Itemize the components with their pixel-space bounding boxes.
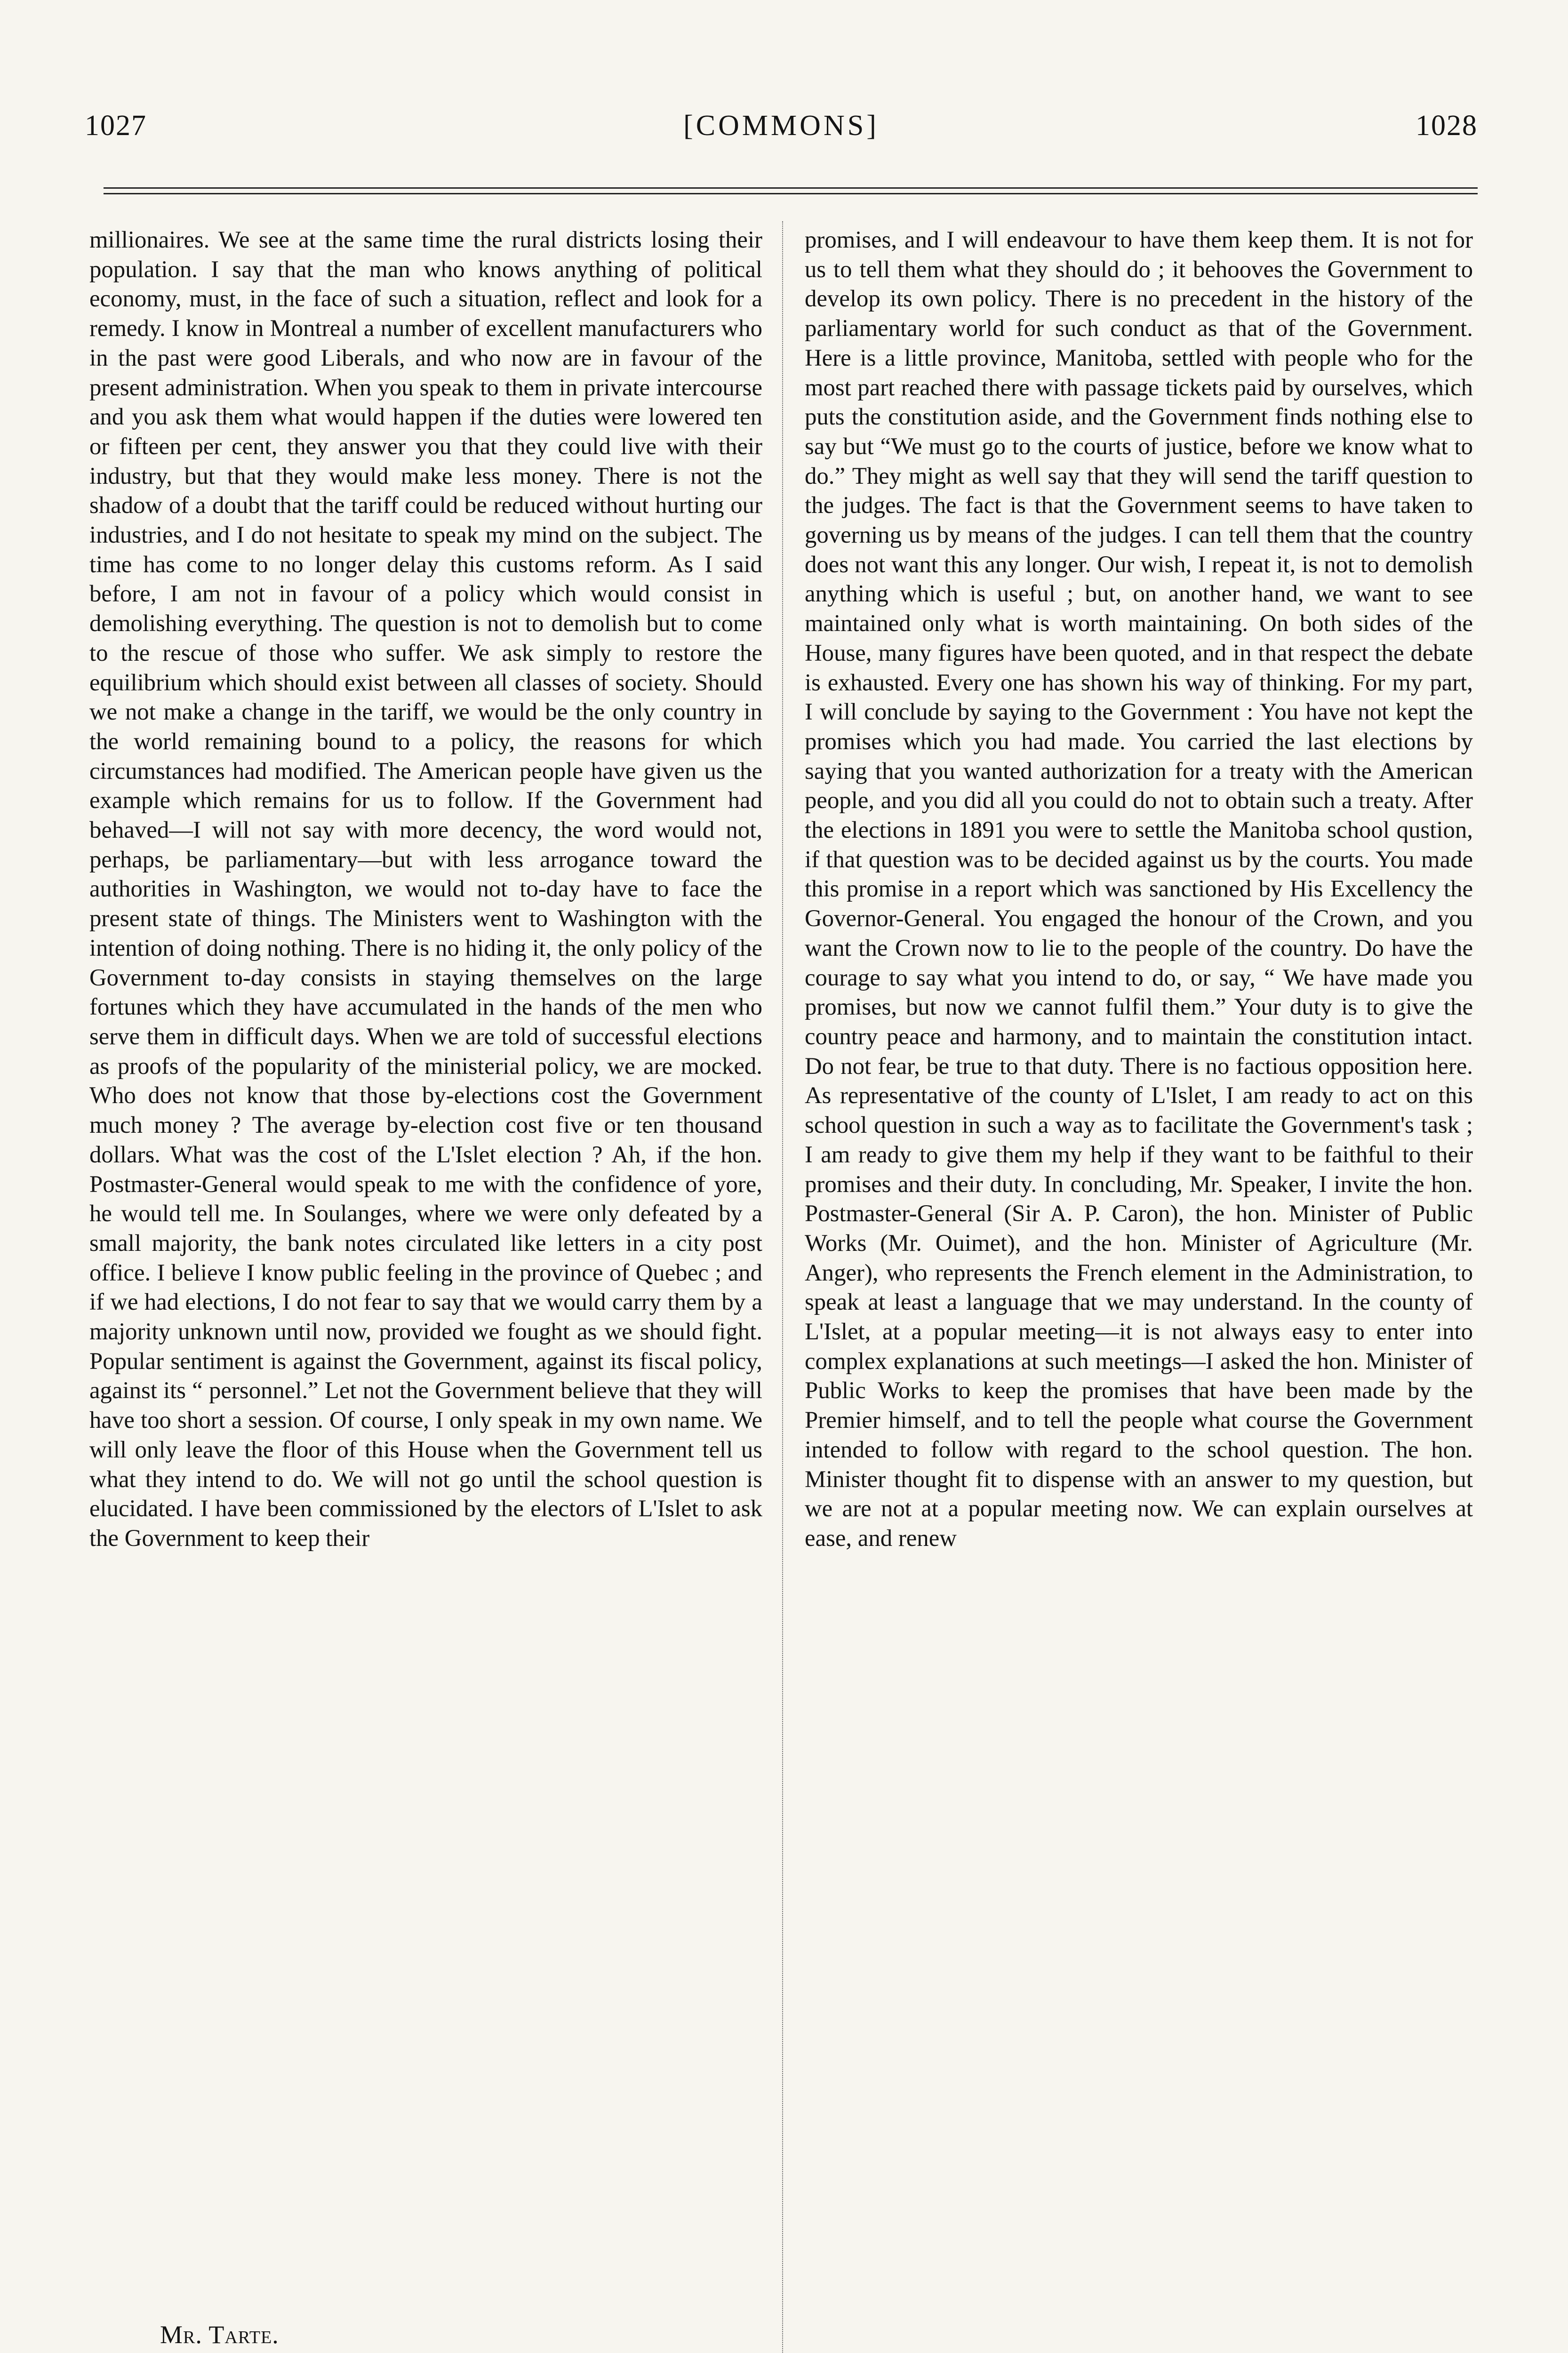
right-column <box>805 225 1473 1553</box>
column-divider <box>782 221 783 2353</box>
header-rule-top <box>104 187 1478 189</box>
header-rule-bottom <box>104 193 1478 194</box>
right-column-text: promises, and I will endeavour to have them keep them. It is not for us to tell them what they should do ; it behooves the Government to develop its own policy. There is no precedent in the history of the parliamentary world for such conduct as that of the Government. Here is a little province, Manitoba, settled with people who for the most part reached there with passage tickets paid by ourselves, which puts the constitution aside, and the Government finds nothing else to say but “We must go to the courts of justice, before we know what to do.” They might as well say that they will send the tariff question to the judges. The fact is that the Government seems to have taken to governing us by means of the judges. I can tell them that the country does not want this any longer. Our wish, I repeat it, is not to demolish anything which is useful ; but, on another hand, we want to see maintained only what is worth maintaining. On both sides of the House, many figures have been quoted, and in that respect the debate is exhausted. Every one has shown his way of thinking. For my part, I will conclude by saying to the Government : You have not kept the promises which you had made. You carried the last elections by saying that you wanted authorization for a treaty with the American people, and you did all you could do not to obtain such a treaty. After the elections in 1891 you were to settle the Manitoba school qustion, if that question was to be decided against us by the courts. You made this promise in a report which was sanctioned by His Excellency the Governor-General. You engaged the honour of the Crown, and you want the Crown now to lie to the people of the country. Do have the courage to say what you intend to do, or say, “ We have made you promises, but now we cannot fulfil them.” Your duty is to give the country peace and harmony, and to maintain the constitution intact. Do not fear, be true to that duty. There is no factious opposition here. As representative of the county of L'Islet, I am ready to act on this school question in such a way as to facilitate the Government's task ; I am ready to give them my help if they want to be faithful to their promises and their duty. In concluding, Mr. Speaker, I invite the hon. Postmaster-General (Sir A. P. Caron), the hon. Minister of Public Works (Mr. Ouimet), and the hon. Minister of Agriculture (Mr. Anger), who represents the French element in the Administration, to speak at least a language that we may understand. In the county of L'Islet, at a popular meeting—it is not always easy to enter into complex explanations at such meetings—I asked the hon. Minister of Public Works to keep the promises that have been made by the Premier himself, and to tell the people what course the Government intended to follow with regard to the school question. The hon. Minister thought fit to dispense with an answer to my question, but we are not at a popular meeting now. We can explain ourselves at ease, and renew <box>805 226 1473 1551</box>
left-column <box>89 225 762 1553</box>
page-header <box>85 109 1478 152</box>
page-number-left: 1027 <box>85 110 147 142</box>
speaker-footer: Mr. Tarte. <box>160 2321 279 2349</box>
left-column-text: millionaires. We see at the same time the rural districts losing their population. I say that the man who knows anything of political economy, must, in the face of such a situation, reflect and look for a remedy. I know in Montreal a number of excellent manufacturers who in the past were good Liberals, and who now are in favour of the present administration. When you speak to them in private intercourse and you ask them what would happen if the duties were lowered ten or fifteen per cent, they answer you that they could live with their industry, but that they would make less money. There is not the shadow of a doubt that the tariff could be reduced without hurting our industries, and I do not hesitate to speak my mind on the subject. The time has come to no longer delay this customs reform. As I said before, I am not in favour of a policy which would consist in demolishing everything. The question is not to demolish but to come to the rescue of those who suffer. We ask simply to restore the equilibrium which should exist between all classes of society. Should we not make a change in the tariff, we would be the only country in the world remaining bound to a policy, the reasons for which circumstances had modified. The American people have given us the example which remains for us to follow. If the Government had behaved—I will not say with more decency, the word would not, perhaps, be parliamentary—but with less arrogance toward the authorities in Washington, we would not to-day have to face the present state of things. The Ministers went to Washington with the intention of doing nothing. There is no hiding it, the only policy of the Government to-day consists in staying themselves on the large fortunes which they have accumulated in the hands of the men who serve them in difficult days. When we are told of successful elections as proofs of the popularity of the ministerial policy, we are mocked. Who does not know that those by-elections cost the Government much money ? The average by-election cost five or ten thousand dollars. What was the cost of the L'Islet election ? Ah, if the hon. Postmaster-General would speak to me with the confidence of yore, he would tell me. In Soulanges, where we were only defeated by a small majority, the bank notes circulated like letters in a city post office. I believe I know public feeling in the province of Quebec ; and if we had elections, I do not fear to say that we would carry them by a majority unknown until now, provided we fought as we should fight. Popular sentiment is against the Government, against its fiscal policy, against its “ personnel.” Let not the Government believe that they will have too short a session. Of course, I only speak in my own name. We will only leave the floor of this House when the Government tell us what they intend to do. We will not go until the school question is elucidated. I have been commissioned by the electors of L'Islet to ask the Government to keep their <box>89 226 762 1551</box>
page-title: [COMMONS] <box>683 110 879 142</box>
page-number-right: 1028 <box>1416 110 1478 142</box>
